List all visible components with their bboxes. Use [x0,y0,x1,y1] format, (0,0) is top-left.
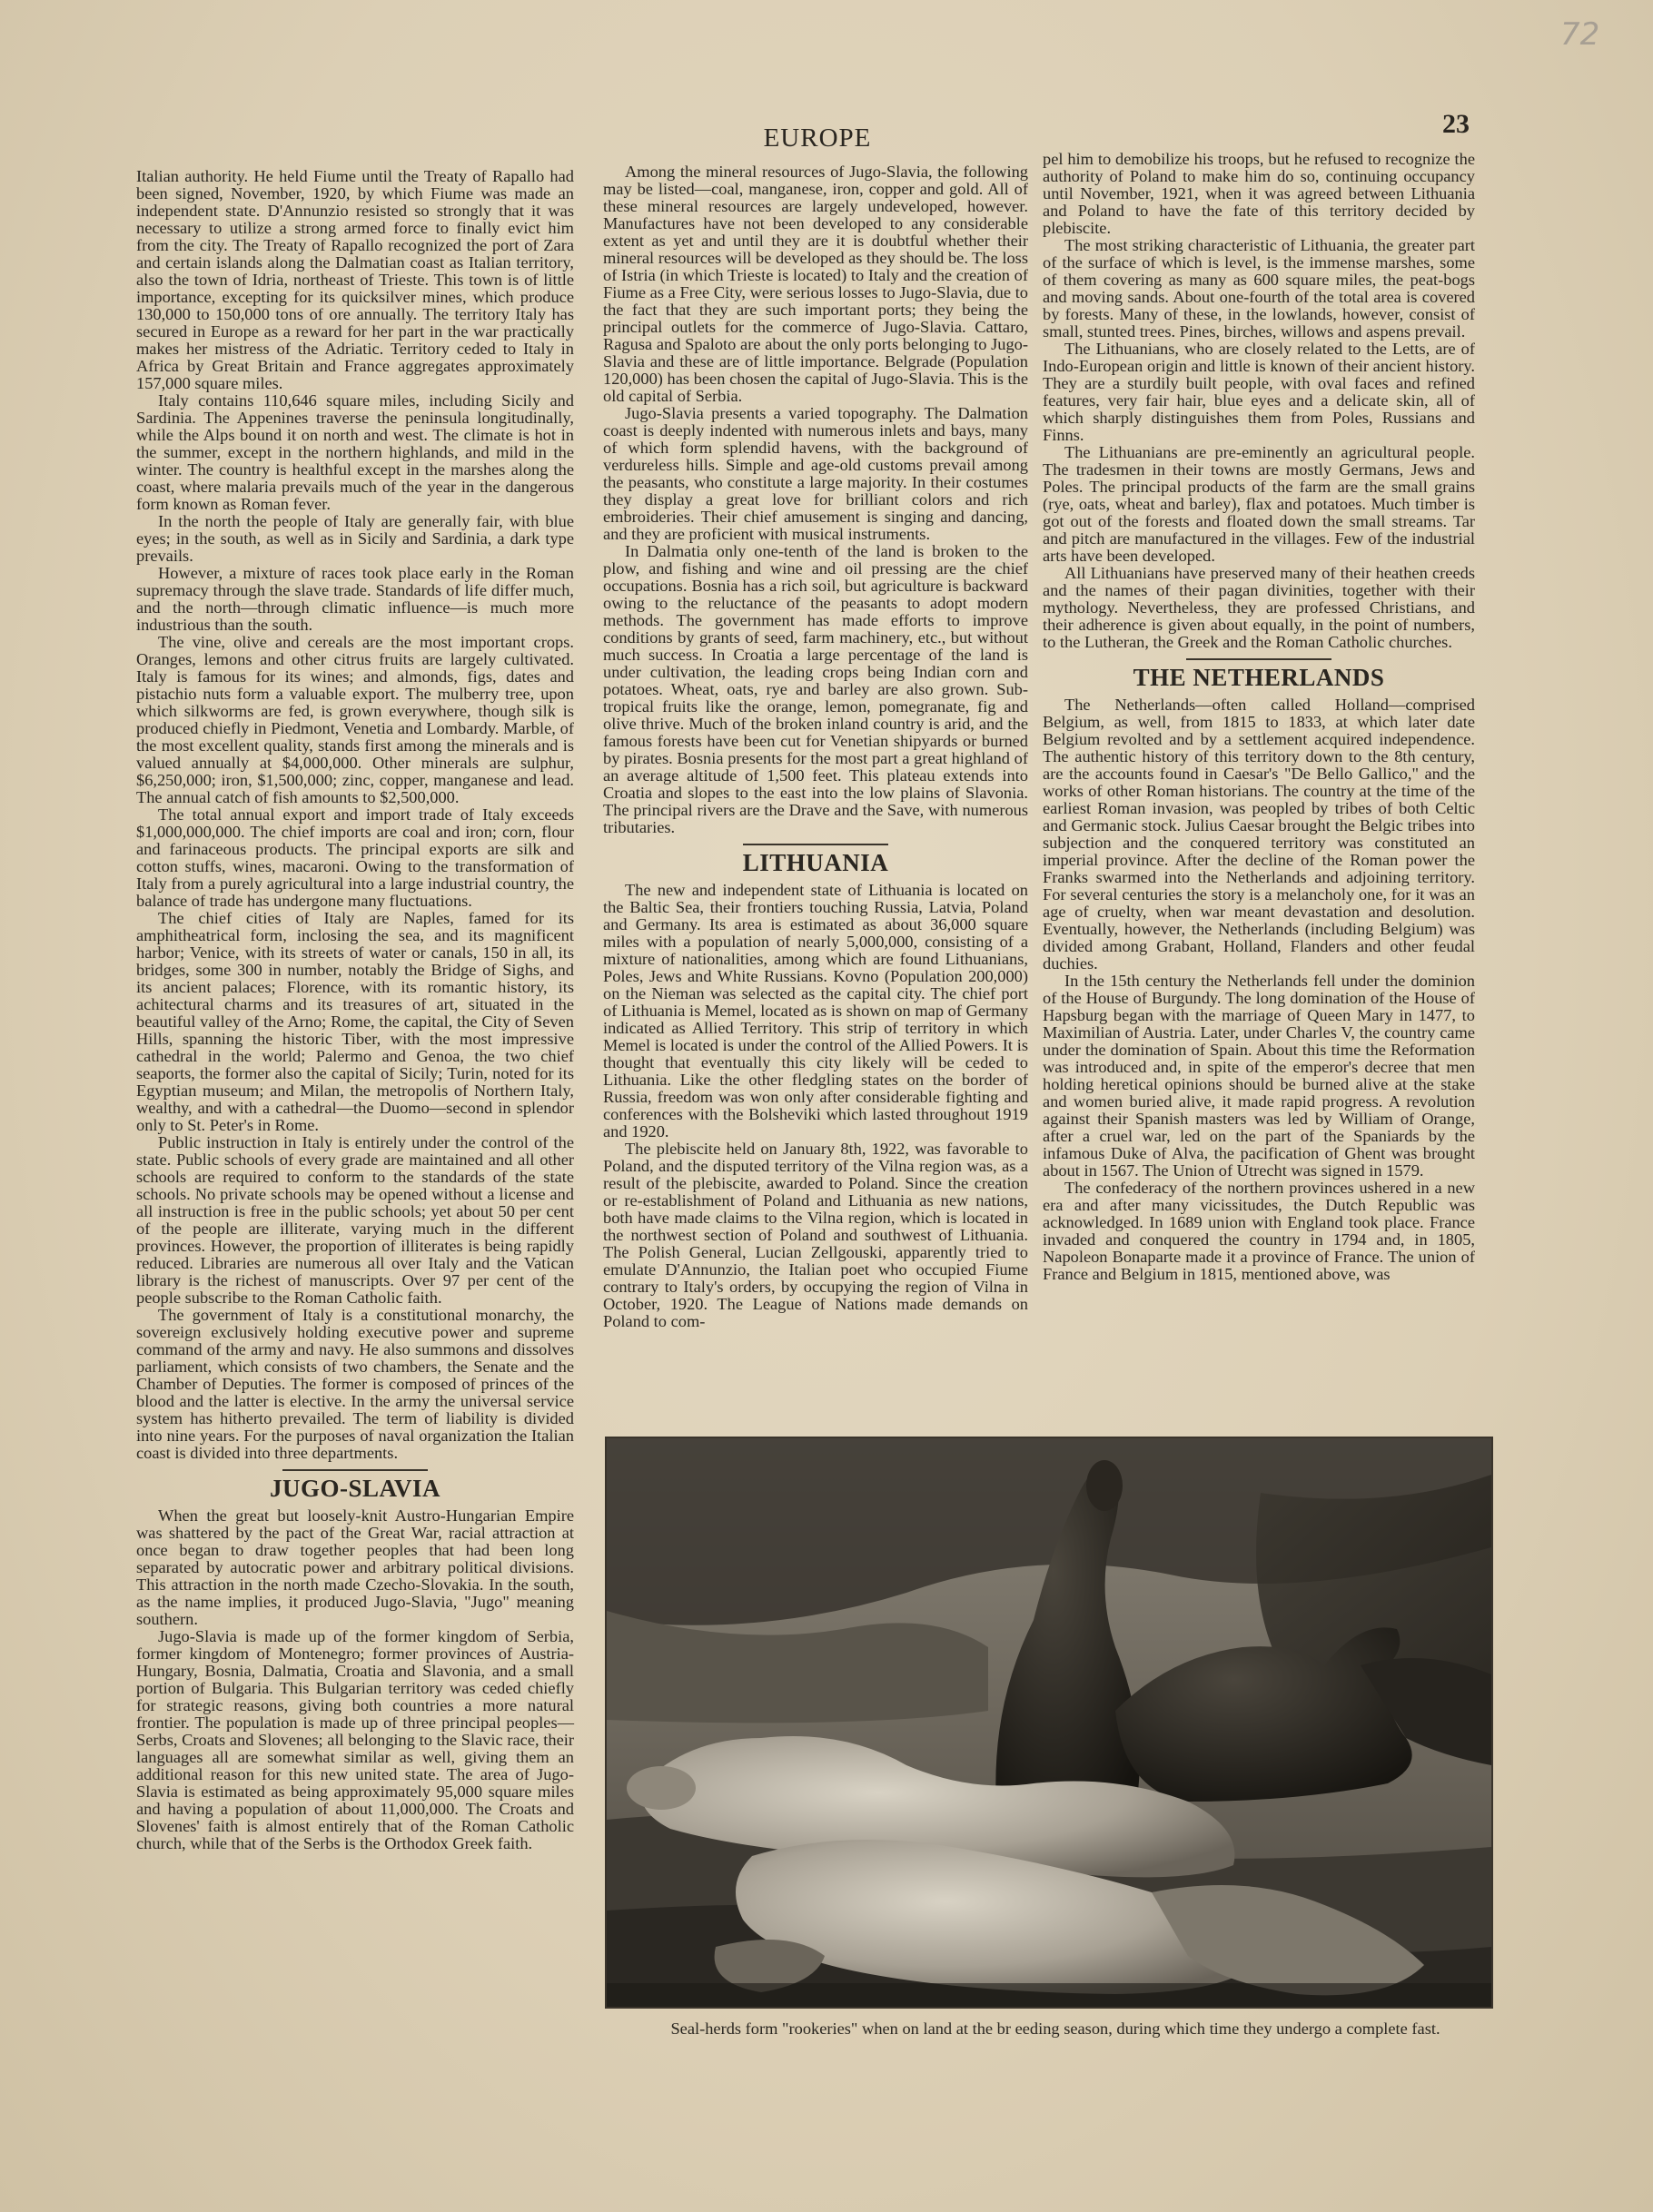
heading-rule [1186,658,1331,660]
seal-photo-illustration [607,1438,1491,2007]
paragraph: In the 15th century the Netherlands fell under the dominion of the House of Burgundy. The long domination of the House of Hapsburg began with the marriage of Queen Mary in 1477, to Maximilian of Austria. Later, under Charles V, the country came under the domination of Spain. About this time the Reformation was introduced and, in spite of the emperor's decree that men holding heretical opinions should be burned alive at the stake and women buried alive, it made rapid progress. A revolution against their Spanish masters was led by William of Orange, after a cruel war, led on the part of the Spaniards by the infamous Duke of Alva, the pacification of Ghent was brought about in 1567. The Union of Utrecht was signed in 1579. [1043,972,1475,1180]
pencil-page-mark: 72 [1560,16,1600,53]
paragraph: The chief cities of Italy are Naples, famed for its amphitheatrical form, inclosing the sea, and its magnificent harbor; Venice, with its streets of water or canals, 150 in all, its bridges, some 300 in number, notably the Bridge of Sighs, and its ancient palaces; Florence, with its romantic history, its achitectural charms and its treasures of art, situated in the beautiful valley of the Arno; Rome, the capital, the City of Seven Hills, spanning the historic Tiber, with the most impressive cathedral in the world; Palermo and Genoa, the two chief seaports, the former also the capital of Sicily; Turin, noted for its Egyptian museum; and Milan, the metropolis of Northern Italy, wealthy, and with a cathedral—the Duomo—second in splendor only to St. Peter's in Rome. [136,909,574,1134]
paragraph: The Lithuanians, who are closely related to the Letts, are of Indo-European origin and little is known of their ancient history. They are a sturdily built people, with oval faces and refined features, very fair hair, blue eyes and a delicate skin, all of which sharply distinguishes them from Poles, Russians and Finns. [1043,340,1475,444]
paragraph: Jugo-Slavia presents a varied topography. The Dalmation coast is deeply indented with numerous inlets and bays, many of which form splendid havens, with the background of verdureless hills. Simple and age-old customs prevail among the peasants, who constitute a large majority. In their costumes they display a great love for brilliant colors and rich embroideries. Their chief amusement is singing and dancing, and they are proficient with musical instruments. [603,404,1028,543]
column-1 [136,168,574,1852]
section-heading-text: LITHUANIA [742,849,889,876]
column-3 [1043,151,1475,1283]
paragraph: Public instruction in Italy is entirely under the control of the state. Public schools of every grade are maintained and all other schools are required to conform to the standards of the state schools. No private schools may be opened without a license and all instruction is free in the public schools; yet about 50 per cent of the people are illiterate, varying much in the different provinces. However, the proportion of illiterates is being rapidly reduced. Libraries are numerous all over Italy and the Vatican library is the richest of manuscripts. Over 97 per cent of the people subscribe to the Roman Catholic faith. [136,1133,574,1307]
paragraph: Among the mineral resources of Jugo-Slavia, the following may be listed—coal, manganese, iron, copper and gold. All of these mineral resources are largely undeveloped, however. Manufactures have not been developed to any considerable extent as yet and until they are it is doubtful whether their mineral resources will be developed as they should be. The loss of Istria (in which Trieste is located) to Italy and the creation of Fiume as a Free City, were serious losses to Jugo-Slavia, due to the fact that they are such important ports; they being the principal outlets for the commerce of Jugo-Slavia. Cattaro, Ragusa and Spaloto are about the only ports belonging to Jugo-Slavia and these are of little importance. Belgrade (Population 120,000) has been chosen the capital of Jugo-Slavia. This is the old capital of Serbia. [603,163,1028,405]
paragraph: The plebiscite held on January 8th, 1922, was favorable to Poland, and the disputed territory of the Vilna region was, as a result of the plebiscite, awarded to Poland. Since the creation or re-establishment of Poland and Lithuania as new nations, both have made claims to the Vilna region, which is located in the northwest section of Poland and southwest of Lithuania. The Polish General, Lucian Zellgouski, apparently tried to emulate D'Annunzio, the Italian poet who occupied Fiume contrary to Italy's orders, by occupying the region of Vilna in October, 1920. The League of Nations made demands on Poland to com- [603,1140,1028,1330]
running-head: EUROPE [763,123,872,153]
paragraph: All Lithuanians have preserved many of their heathen creeds and the names of their pagan divinities, together with their mythology. Nevertheless, they are professed Christians, and their adherence is given about equally, in the point of numbers, to the Lutheran, the Greek and the Roman Catholic churches. [1043,564,1475,651]
paragraph: When the great but loosely-knit Austro-Hungarian Empire was shattered by the pact of the Great War, racial attraction at once began to draw together peoples that had been long separated by autocratic power and arbitrary political divisions. This attraction in the north made Czecho-Slovakia. In the south, as the name implies, it produced Jugo-Slavia, "Jugo" meaning southern. [136,1506,574,1628]
section-heading-netherlands [1043,658,1475,691]
paragraph: The total annual export and import trade of Italy exceeds $1,000,000,000. The chief imports are coal and iron; corn, flour and farinaceous products. The principal exports are silk and cotton stuffs, wines, macaroni. Owing to the transformation of Italy from a purely agricultural into a large industrial country, the balance of trade has undergone many fluctuations. [136,805,574,910]
heading-rule [282,1469,428,1471]
page-number: 23 [1442,109,1470,139]
photo-caption: Seal-herds form "rookeries" when on land at the br eeding season, during which time they undergo a complete fast. [670,2019,1440,2038]
paragraph: Italian authority. He held Fiume until the Treaty of Rapallo had been signed, November, 1920, by which Fiume was made an independent state. D'Annunzio resisted so strongly that it was necessary to utilize a strong armed force to finally evict him from the city. The Treaty of Rapallo recognized the port of Zara and certain islands along the Dalmatian coast as Italian territory, also the town of Idria, northeast of Trieste. This town is of little importance, excepting for its quicksilver mines, which produce 130,000 to 150,000 tons of ore annually. The territory Italy has secured in Europe as a reward for her part in the war practically makes her mistress of the Adriatic. Territory ceded to Italy in Africa by Great Britain and France aggregates approximately 157,000 square miles. [136,167,574,392]
paragraph: The most striking characteristic of Lithuania, the greater part of the surface of which is level, is the immense marshes, some of them covering as many as 600 square miles, the peat-bogs and moving sands. About one-fourth of the total area is covered by forests. Many of these, in the lowlands, however, consist of small, stunted trees. Pines, birches, willows and aspens prevail. [1043,236,1475,341]
paragraph: The government of Italy is a constitutional monarchy, the sovereign exclusively holding executive power and supreme command of the army and navy. He also summons and dissolves parliament, which consists of two chambers, the Senate and the Chamber of Deputies. The former is composed of princes of the blood and the latter is elective. In the army the universal service system has hitherto prevailed. The term of liability is divided into nine years. For the purposes of naval organization the Italian coast is divided into three departments. [136,1306,574,1462]
paragraph: The Netherlands—often called Holland—comprised Belgium, as well, from 1815 to 1833, at which later date Belgium revolted and by a settlement acquired independence. The authentic history of this territory down to the 8th century, are the accounts found in Caesar's "De Bello Gallico," and the works of other Roman historians. The country at the time of the earliest Roman invasion, was peopled by tribes of both Celtic and Germanic stock. Julius Caesar brought the Belgic tribes into subjection and the conquered territory was constituted an imperial province. After the decline of the Roman power the Franks swarmed into the Netherlands and adjoining territory. For several centuries the story is a melancholy one, for it was an age of cruelty, when war meant devastation and desolution. Eventually, however, the Netherlands (including Belgium) was divided among Grabant, Holland, Flanders and other feudal duchies. [1043,696,1475,973]
section-heading-text: JUGO-SLAVIA [269,1475,441,1502]
paragraph: In the north the people of Italy are generally fair, with blue eyes; in the south, as well as in Sicily and Sardinia, a dark type prevails. [136,512,574,565]
section-heading-text: THE NETHERLANDS [1133,664,1385,691]
section-heading-lithuania [603,844,1028,876]
paragraph: The vine, olive and cereals are the most important crops. Oranges, lemons and other citrus fruits are largely cultivated. Italy is famous for its wines; and almonds, figs, dates and pistachio nuts form a valuable export. The mulberry tree, upon which silkworms are fed, is grown everywhere, though silk is produced chiefly in Piedmont, Venetia and Lombardy. Marble, of the most excellent quality, stands first among the minerals and is valued annually at $4,000,000. Other minerals are sulphur, $6,250,000; iron, $1,500,000; zinc, copper, manganese and lead. The annual catch of fish amounts to $2,500,000. [136,633,574,806]
seal-rookery-photo [605,1437,1493,2009]
paragraph: The new and independent state of Lithuania is located on the Baltic Sea, their frontiers touching Russia, Latvia, Poland and Germany. Its area is estimated as about 36,000 square miles with a population of nearly 5,000,000, consisting of a mixture of nationalities, among which are found Lithuanians, Poles, Jews and White Russians. Kovno (Population 200,000) on the Nieman was selected as the capital city. The chief port of Lithuania is Memel, located as is shown on map of Germany indicated as Allied Territory. This strip of territory in which Memel is located is under the control of the Allied Powers. It is thought that eventually this city likely will be ceded to Lithuania. Like the other fledgling states on the border of Russia, freedom was won only after considerable fighting and conferences with the Bolsheviki which lasted throughout 1919 and 1920. [603,881,1028,1141]
section-heading-jugo-slavia [136,1469,574,1502]
paragraph: Italy contains 110,646 square miles, including Sicily and Sardinia. The Appenines traverse the peninsula longitudinally, while the Alps bound it on north and west. The climate is hot in the summer, except in the northern highlands, and mild in the winter. The country is healthful except in the marshes along the coast, where malaria prevails much of the year in the dangerous form known as Roman fever. [136,391,574,513]
heading-rule [743,844,888,845]
paragraph: However, a mixture of races took place early in the Roman supremacy through the slave trade. Standards of life differ much, and the north—through climatic influence—is much more industrious than the south. [136,564,574,634]
paragraph: The Lithuanians are pre-eminently an agricultural people. The tradesmen in their towns are mostly Germans, Jews and Poles. The principal products of the farm are the small grains (rye, oats, wheat and barley), flax and potatoes. Much timber is got out of the forests and floated down the small streams. Tar and pitch are manufactured in the villages. Few of the industrial arts have been developed. [1043,443,1475,565]
column-2 [603,163,1028,1330]
paragraph: pel him to demobilize his troops, but he refused to recognize the authority of Poland to make him do so, continuing occupancy until November, 1921, when it was agreed between Lithuania and Poland to have the fate of this territory decided by plebiscite. [1043,150,1475,237]
paragraph: The confederacy of the northern provinces ushered in a new era and after many vicissitudes, the Dutch Republic was acknowledged. In 1689 union with England took place. France invaded and conquered the country in 1794 and, in 1805, Napoleon Bonaparte made it a province of France. The union of France and Belgium in 1815, mentioned above, was [1043,1179,1475,1283]
paragraph: Jugo-Slavia is made up of the former kingdom of Serbia, former kingdom of Montenegro; former provinces of Austria-Hungary, Bosnia, Dalmatia, Croatia and Slavonia, and a small portion of Bulgaria. This Bulgarian territory was ceded chiefly for strategic reasons, giving both countries a more natural frontier. The population is made up of three principal peoples—Serbs, Croats and Slovenes; all belonging to the Slavic race, their languages all are somewhat similar as well, giving them an additional reason for this new united state. The area of Jugo-Slavia is estimated as being approximately 95,000 square miles and having a population of about 11,000,000. The Croats and Slovenes' faith is almost entirely that of the Roman Catholic church, while that of the Serbs is the Orthodox Greek faith. [136,1627,574,1852]
paragraph: In Dalmatia only one-tenth of the land is broken to the plow, and fishing and wine and oil pressing are the chief occupations. Bosnia has a rich soil, but agriculture is backward owing to the reluctance of the peasants to adopt modern methods. The government has made efforts to improve conditions by grants of seed, farm machinery, etc., but without much success. In Croatia a large percentage of the land is under cultivation, the leading crops being Indian corn and potatoes. Wheat, oats, rye and barley are also grown. Sub-tropical fruits like the orange, lemon, pomegranate, fig and olive thrive. Much of the broken inland country is arid, and the famous forests have been cut for Venetian shipyards or burned by pirates. Bosnia presents for the most part a great highland of an average altitude of 1,500 feet. This plateau extends into Croatia and slopes to the east into the low plains of Slavonia. The principal rivers are the Drave and the Save, with numerous tributaries. [603,542,1028,836]
